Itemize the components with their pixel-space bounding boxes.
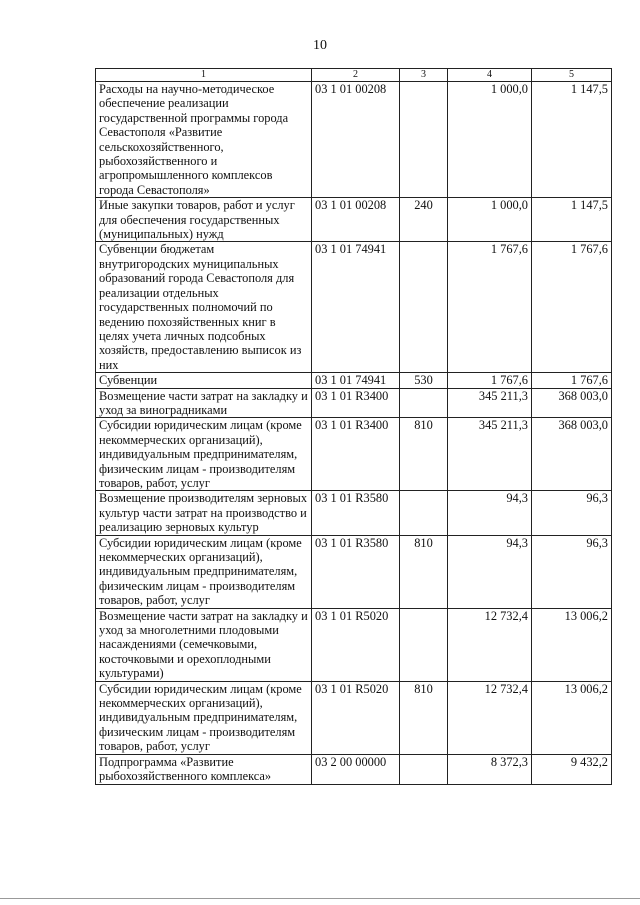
row-name: Подпрограмма «Развитие рыбохозяйственного комплекса» xyxy=(96,754,312,784)
row-name: Субвенции xyxy=(96,373,312,388)
row-amount-year-2: 368 003,0 xyxy=(532,388,612,418)
row-amount-year-1: 12 732,4 xyxy=(448,681,532,754)
row-amount-year-2: 1 147,5 xyxy=(532,82,612,198)
row-amount-year-2: 368 003,0 xyxy=(532,418,612,491)
row-code: 03 1 01 74941 xyxy=(312,242,400,373)
row-name: Возмещение производителям зерновых культур части затрат на производство и реализацию зерновых культур xyxy=(96,491,312,535)
header-col-5: 5 xyxy=(532,69,612,82)
row-name: Субсидии юридическим лицам (кроме некоммерческих организаций), индивидуальным предпринимателям, физическим лицам - производителям товаров, работ, услуг xyxy=(96,681,312,754)
row-expense-type xyxy=(400,491,448,535)
row-name: Расходы на научно-методическое обеспечение реализации государственной программы города Севастополя «Развитие сельскохозяйственного, рыбохозяйственного и агропромышленного комплексов города Севастополя» xyxy=(96,82,312,198)
table-header-row xyxy=(96,69,612,82)
budget-table xyxy=(95,68,612,785)
header-col-3: 3 xyxy=(400,69,448,82)
row-code: 03 1 01 R5020 xyxy=(312,681,400,754)
table-row xyxy=(96,608,612,681)
row-amount-year-1: 94,3 xyxy=(448,535,532,608)
table-row xyxy=(96,82,612,198)
row-amount-year-2: 96,3 xyxy=(532,491,612,535)
row-expense-type: 240 xyxy=(400,198,448,242)
row-name: Возмещение части затрат на закладку и уход за виноградниками xyxy=(96,388,312,418)
row-expense-type: 530 xyxy=(400,373,448,388)
row-name: Возмещение части затрат на закладку и уход за многолетними плодовыми насаждениями (семечковыми, косточковыми и орехоплодными культурами) xyxy=(96,608,312,681)
row-amount-year-1: 1 000,0 xyxy=(448,198,532,242)
table-row xyxy=(96,198,612,242)
row-name: Субсидии юридическим лицам (кроме некоммерческих организаций), индивидуальным предпринимателям, физическим лицам - производителям товаров, работ, услуг xyxy=(96,535,312,608)
row-code: 03 1 01 R3580 xyxy=(312,535,400,608)
row-amount-year-1: 8 372,3 xyxy=(448,754,532,784)
table-row xyxy=(96,373,612,388)
row-code: 03 1 01 00208 xyxy=(312,198,400,242)
table-row xyxy=(96,681,612,754)
row-name: Иные закупки товаров, работ и услуг для обеспечения государственных (муниципальных) нужд xyxy=(96,198,312,242)
header-col-4: 4 xyxy=(448,69,532,82)
row-code: 03 1 01 R5020 xyxy=(312,608,400,681)
row-code: 03 1 01 R3400 xyxy=(312,388,400,418)
table-row xyxy=(96,388,612,418)
table-row xyxy=(96,491,612,535)
page-number: 10 xyxy=(313,38,327,53)
row-name: Субсидии юридическим лицам (кроме некоммерческих организаций), индивидуальным предпринимателям, физическим лицам - производителям товаров, работ, услуг xyxy=(96,418,312,491)
row-expense-type xyxy=(400,242,448,373)
scan-edge-line xyxy=(0,898,640,899)
header-col-2: 2 xyxy=(312,69,400,82)
row-amount-year-2: 1 767,6 xyxy=(532,373,612,388)
row-amount-year-2: 9 432,2 xyxy=(532,754,612,784)
row-expense-type xyxy=(400,388,448,418)
row-code: 03 1 01 R3400 xyxy=(312,418,400,491)
row-code: 03 1 01 00208 xyxy=(312,82,400,198)
row-expense-type: 810 xyxy=(400,535,448,608)
row-code: 03 1 01 74941 xyxy=(312,373,400,388)
row-expense-type xyxy=(400,754,448,784)
row-amount-year-1: 345 211,3 xyxy=(448,418,532,491)
row-code: 03 2 00 00000 xyxy=(312,754,400,784)
row-amount-year-1: 1 767,6 xyxy=(448,242,532,373)
table-row xyxy=(96,535,612,608)
row-amount-year-2: 96,3 xyxy=(532,535,612,608)
header-col-1: 1 xyxy=(96,69,312,82)
row-code: 03 1 01 R3580 xyxy=(312,491,400,535)
row-amount-year-2: 13 006,2 xyxy=(532,681,612,754)
row-amount-year-2: 1 147,5 xyxy=(532,198,612,242)
row-expense-type xyxy=(400,82,448,198)
row-amount-year-1: 1 000,0 xyxy=(448,82,532,198)
table-row xyxy=(96,754,612,784)
row-expense-type: 810 xyxy=(400,681,448,754)
row-amount-year-1: 1 767,6 xyxy=(448,373,532,388)
row-amount-year-2: 13 006,2 xyxy=(532,608,612,681)
row-amount-year-1: 94,3 xyxy=(448,491,532,535)
row-amount-year-1: 345 211,3 xyxy=(448,388,532,418)
row-amount-year-2: 1 767,6 xyxy=(532,242,612,373)
row-expense-type xyxy=(400,608,448,681)
row-name: Субвенции бюджетам внутригородских муниципальных образований города Севастополя для реализации отдельных государственных полномочий по ведению похозяйственных книг в целях учета личных подсобных хозяйств, предоставлению выписок из них xyxy=(96,242,312,373)
row-expense-type: 810 xyxy=(400,418,448,491)
table-row xyxy=(96,242,612,373)
table-row xyxy=(96,418,612,491)
row-amount-year-1: 12 732,4 xyxy=(448,608,532,681)
